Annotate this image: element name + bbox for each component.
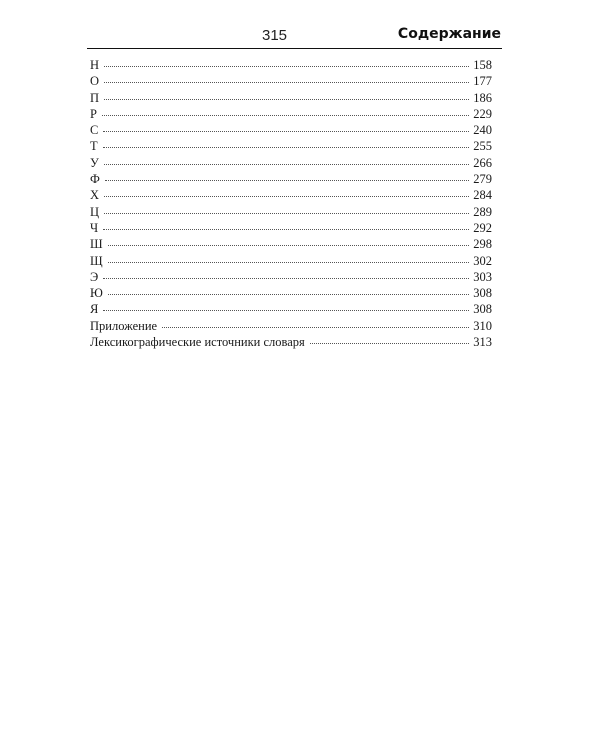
toc-entry-page: 303 xyxy=(473,269,492,284)
toc-leader-dots xyxy=(103,278,469,279)
toc-entry-label: С xyxy=(90,123,99,138)
toc-entry-page: 240 xyxy=(473,123,492,138)
toc-entry-label: Н xyxy=(90,58,100,72)
toc-entry-label: Ц xyxy=(90,204,100,219)
toc-leader-dots xyxy=(103,229,469,230)
toc-leader-dots xyxy=(103,147,470,148)
toc-entry-page: 186 xyxy=(473,90,492,105)
toc-entry xyxy=(90,221,492,237)
toc-entry-page: 177 xyxy=(473,74,492,89)
toc-leader-dots xyxy=(104,164,469,165)
toc-entry-page: 292 xyxy=(473,220,492,235)
toc-entry-page: 308 xyxy=(473,286,492,301)
toc-entry-label: У xyxy=(90,155,99,170)
toc-leader-dots xyxy=(104,99,469,100)
toc-leader-dots xyxy=(104,82,469,83)
toc-entry-label: Х xyxy=(90,188,100,203)
toc-entry xyxy=(90,335,492,351)
toc-entry-page: 279 xyxy=(473,172,492,187)
toc-entry-page: 229 xyxy=(473,106,492,121)
toc-entry-label: Я xyxy=(90,302,99,317)
toc-entry xyxy=(90,58,492,74)
toc-entry xyxy=(90,172,492,188)
toc-entry-label: Лексикографические источники словаря xyxy=(90,335,305,350)
toc-entry xyxy=(90,123,492,139)
toc-entry-page: 308 xyxy=(473,302,492,317)
toc-entry-label: Ш xyxy=(90,237,103,252)
toc-entry-label: Щ xyxy=(90,253,103,268)
page-number: 315 xyxy=(262,27,288,44)
toc-entry xyxy=(90,188,492,204)
toc-entry xyxy=(90,156,492,172)
toc-entry xyxy=(90,286,492,302)
toc-entry xyxy=(90,205,492,221)
toc-entry xyxy=(90,74,492,90)
toc-entry-page: 158 xyxy=(473,58,492,72)
toc-entry-page: 302 xyxy=(473,253,492,268)
toc-entry xyxy=(90,319,492,335)
toc-entry-label: Ф xyxy=(90,172,100,187)
toc-leader-dots xyxy=(108,294,469,295)
toc-entry-page: 266 xyxy=(473,155,492,170)
toc-entry-label: Приложение xyxy=(90,318,158,333)
toc-leader-dots xyxy=(102,115,469,116)
toc-entry-label: О xyxy=(90,74,100,89)
toc-leader-dots xyxy=(104,66,469,67)
toc-entry-label: Ю xyxy=(90,286,103,301)
toc-entry xyxy=(90,302,492,318)
toc-leader-dots xyxy=(162,327,469,328)
toc-leader-dots xyxy=(104,213,469,214)
toc-entry-label: П xyxy=(90,90,100,105)
toc-entry xyxy=(90,139,492,155)
toc-entry-page: 289 xyxy=(473,204,492,219)
toc-entry-page: 255 xyxy=(473,139,492,154)
toc-entry xyxy=(90,270,492,286)
toc-leader-dots xyxy=(104,196,469,197)
toc-entry-page: 298 xyxy=(473,237,492,252)
toc-entry-page: 284 xyxy=(473,188,492,203)
table-of-contents xyxy=(90,58,492,351)
toc-entry xyxy=(90,237,492,253)
toc-entry xyxy=(90,107,492,123)
section-title: Содержание xyxy=(397,26,501,42)
toc-entry-page: 310 xyxy=(473,318,492,333)
toc-leader-dots xyxy=(108,245,470,246)
toc-entry-label: Э xyxy=(90,269,99,284)
header-rule xyxy=(87,48,502,49)
toc-entry-label: Р xyxy=(90,106,97,121)
toc-entry-page: 313 xyxy=(473,335,492,350)
toc-leader-dots xyxy=(103,310,469,311)
toc-entry-label: Т xyxy=(90,139,98,154)
toc-leader-dots xyxy=(108,262,470,263)
toc-leader-dots xyxy=(310,343,469,344)
toc-entry xyxy=(90,254,492,270)
toc-leader-dots xyxy=(105,180,469,181)
toc-leader-dots xyxy=(103,131,469,132)
toc-entry-label: Ч xyxy=(90,220,99,235)
toc-entry xyxy=(90,91,492,107)
